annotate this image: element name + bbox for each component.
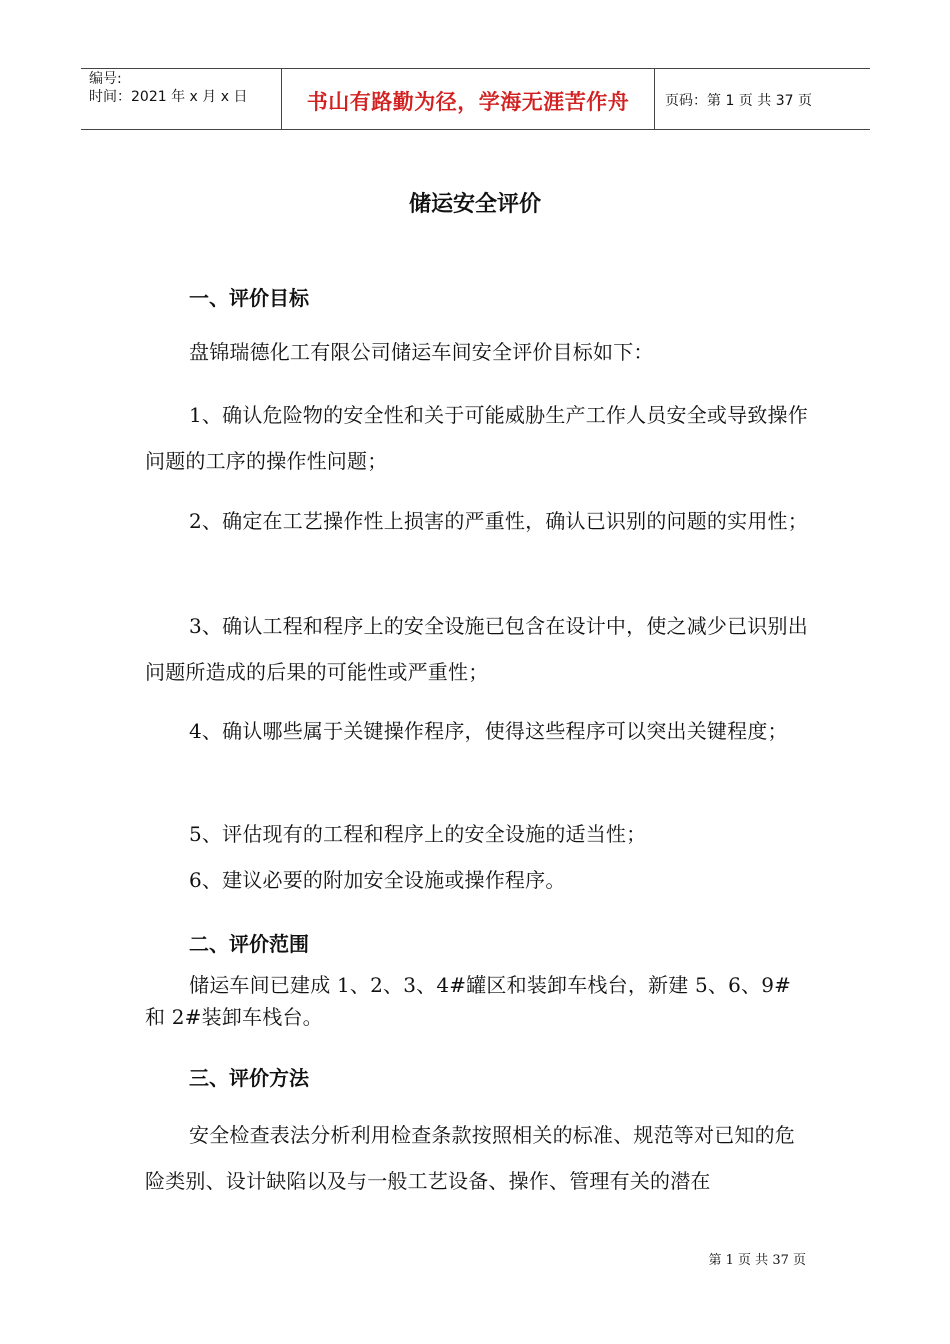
document-number-label: 编号: xyxy=(89,71,122,87)
page-header xyxy=(81,68,870,130)
header-meta xyxy=(81,69,282,129)
section-heading-method: 三、评价方法 xyxy=(189,1066,309,1090)
header-page-info: 页码：第 1 页 共 37 页 xyxy=(665,93,812,109)
section-heading-scope: 二、评价范围 xyxy=(189,932,309,956)
header-motto: 书山有路勤为径，学海无涯苦作舟 xyxy=(306,90,630,114)
objective-item-2: 2、确定在工艺操作性上损害的严重性，确认已识别的问题的实用性； xyxy=(189,509,808,533)
objective-item-1: 1、确认危险物的安全性和关于可能威胁生产工作人员安全或导致操作问题的工序的操作性问题； xyxy=(145,403,808,473)
footer-page-number: 第 1 页 共 37 页 xyxy=(708,1253,806,1268)
section-intro: 盘锦瑞德化工有限公司储运车间安全评价目标如下： xyxy=(189,340,654,364)
header-page-cell xyxy=(655,69,870,129)
header-motto-cell xyxy=(282,69,655,129)
section-heading-objectives: 一、评价目标 xyxy=(189,286,309,310)
document-date-label: 时间：2021 年 x 月 x 日 xyxy=(89,89,248,105)
objective-item-5: 5、评估现有的工程和程序上的安全设施的适当性； xyxy=(189,822,647,846)
objective-item-4: 4、确认哪些属于关键操作程序，使得这些程序可以突出关键程度； xyxy=(189,719,788,743)
scope-paragraph: 储运车间已建成 1、2、3、4#罐区和装卸车栈台，新建 5、6、9#和 2#装卸车栈台。 xyxy=(145,973,792,1029)
document-title: 储运安全评价 xyxy=(408,192,541,217)
objective-item-3: 3、确认工程和程序上的安全设施已包含在设计中，使之减少已识别出问题所造成的后果的可能性或严重性； xyxy=(145,614,808,684)
objective-item-6: 6、建议必要的附加安全设施或操作程序。 xyxy=(189,868,566,892)
method-paragraph: 安全检查表法分析利用检查条款按照相关的标准、规范等对已知的危险类别、设计缺陷以及与一般工艺设备、操作、管理有关的潜在 xyxy=(145,1123,795,1193)
